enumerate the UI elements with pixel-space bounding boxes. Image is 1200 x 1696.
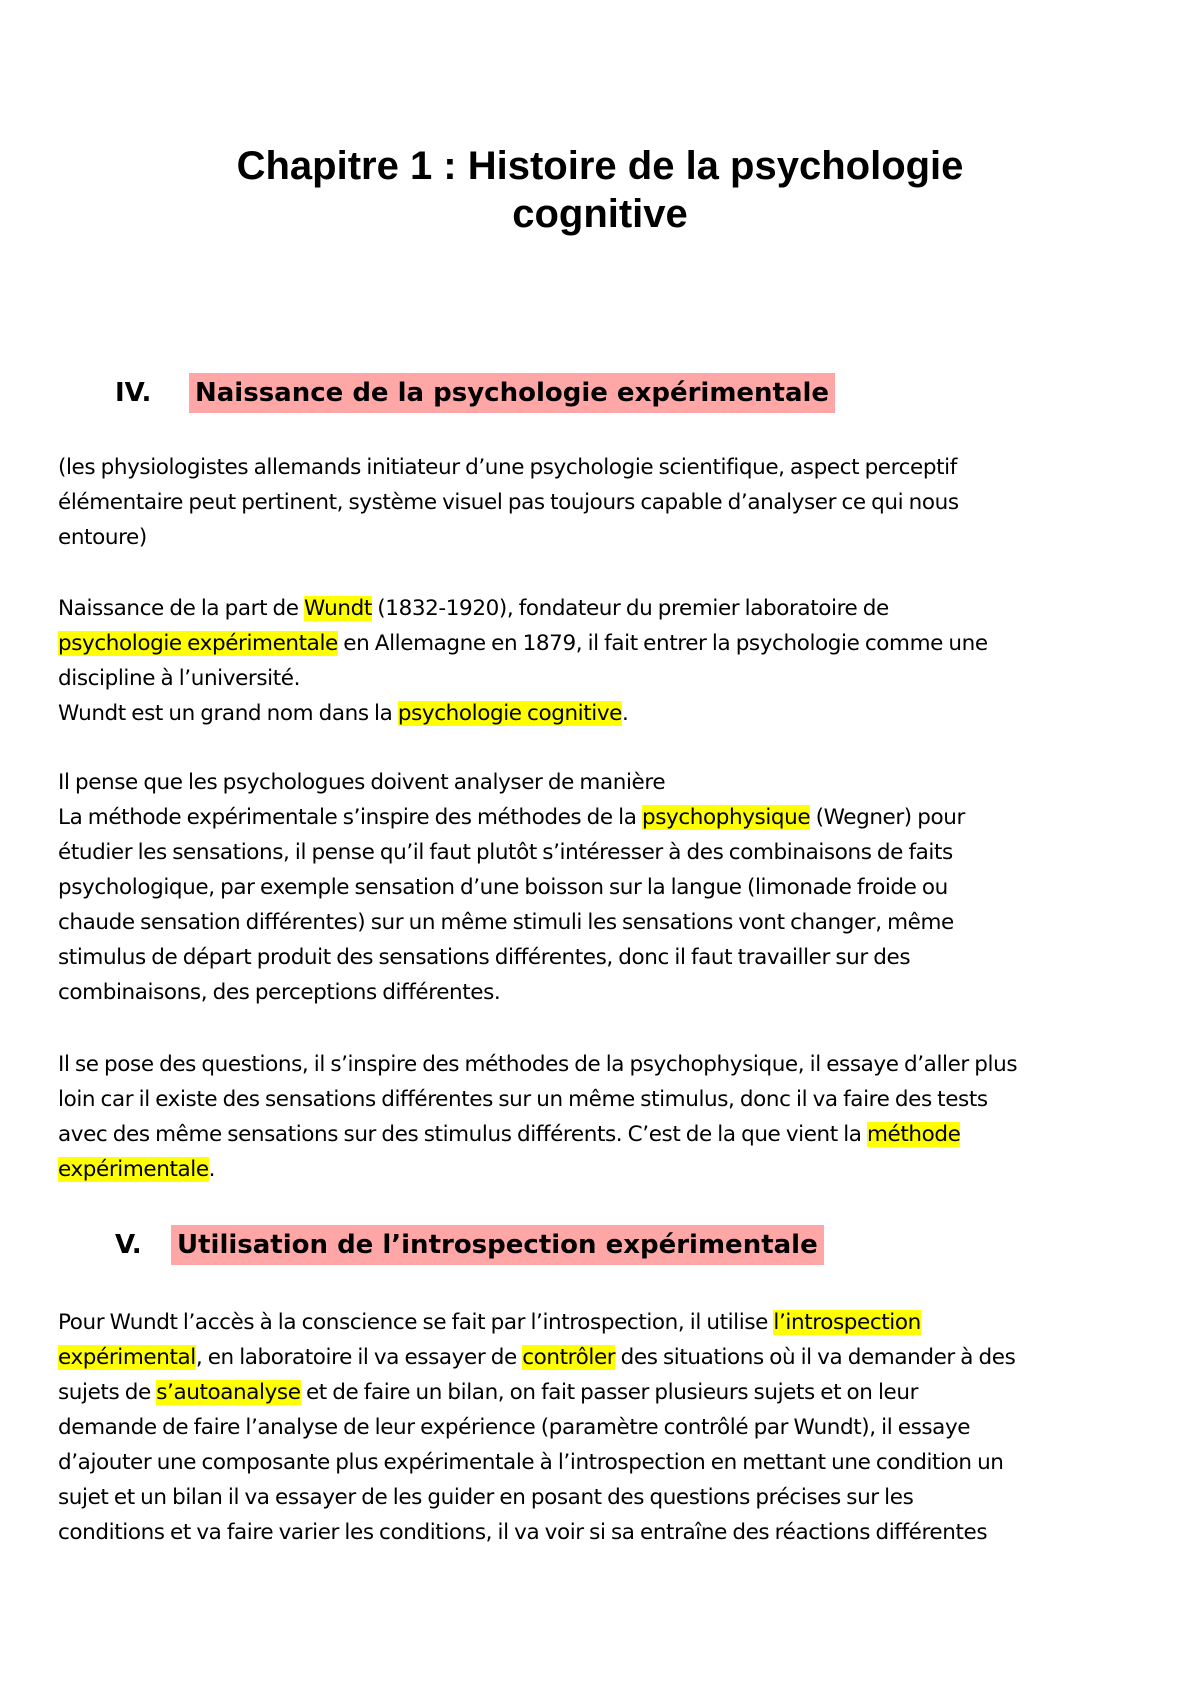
text-line: [58, 1117, 1148, 1152]
highlighted-term: psychologie expérimentale: [58, 631, 338, 656]
text-line: loin car il existe des sensations différentes sur un même stimulus, donc il va faire des tests: [58, 1087, 988, 1112]
text-line: [58, 591, 1148, 626]
text-run: en Allemagne en 1879, il fait entrer la psychologie comme une: [337, 631, 988, 656]
text-line: (les physiologistes allemands initiateur d’une psychologie scientifique, aspect perceptif: [58, 455, 957, 480]
text-run: La méthode expérimentale s’inspire des méthodes de la: [58, 805, 642, 830]
text-line: Il pense que les psychologues doivent analyser de manière: [58, 770, 666, 795]
text-line: sujet et un bilan il va essayer de les guider en posant des questions précises sur les: [58, 1485, 914, 1510]
text-line: [58, 696, 1148, 731]
text-run: avec des même sensations sur des stimulus différents. C’est de la que vient la: [58, 1122, 868, 1147]
text-run: sujets de: [58, 1380, 157, 1405]
highlighted-term: psychologie cognitive: [397, 701, 623, 726]
highlighted-term: contrôler: [522, 1345, 616, 1370]
section-number: IV.: [115, 378, 152, 408]
text-run: , en laboratoire il va essayer de: [195, 1345, 523, 1370]
text-line: conditions et va faire varier les conditions, il va voir si sa entraîne des réactions différentes: [58, 1520, 988, 1545]
text-run: (Wegner) pour: [810, 805, 965, 830]
text-line: élémentaire peut pertinent, système visuel pas toujours capable d’analyser ce qui nous: [58, 490, 959, 515]
highlighted-term: s’autoanalyse: [156, 1380, 301, 1405]
page-title-line-1: Chapitre 1 : Histoire de la psychologie: [236, 144, 964, 188]
text-line: [58, 1152, 1148, 1187]
text-run: .: [208, 1157, 216, 1182]
text-line: combinaisons, des perceptions différentes.: [58, 980, 501, 1005]
highlighted-term: l’introspection: [773, 1310, 921, 1335]
text-line: stimulus de départ produit des sensations différentes, donc il faut travailler sur des: [58, 945, 911, 970]
text-run: et de faire un bilan, on fait passer plusieurs sujets et on leur: [300, 1380, 919, 1405]
text-run: .: [622, 701, 629, 726]
text-line: entoure): [58, 525, 147, 550]
paragraph-methode: [58, 765, 1148, 1010]
text-run: des situations où il va demander à des: [615, 1345, 1016, 1370]
highlighted-term: Wundt: [304, 596, 372, 621]
text-line: [58, 1340, 1148, 1375]
text-run: Wundt est un grand nom dans la: [58, 701, 398, 726]
highlighted-term: expérimentale: [58, 1157, 209, 1182]
highlighted-term: expérimental: [58, 1345, 196, 1370]
page-title-line-2: cognitive: [512, 192, 688, 236]
section-title: Utilisation de l’introspection expérimentale: [171, 1225, 824, 1265]
text-line: chaude sensation différentes) sur un même stimuli les sensations vont changer, même: [58, 910, 954, 935]
paragraph-wundt: [58, 591, 1148, 731]
text-line: discipline à l’université.: [58, 666, 300, 691]
paragraph-introspection: [58, 1305, 1148, 1550]
text-line: [58, 1305, 1148, 1340]
section-number: V.: [115, 1230, 142, 1260]
paragraph-questions: [58, 1047, 1148, 1187]
highlighted-term: psychophysique: [641, 805, 811, 830]
paragraph-intro: [58, 450, 1148, 555]
text-line: demande de faire l’analyse de leur expérience (paramètre contrôlé par Wundt), il essaye: [58, 1415, 971, 1440]
text-run: Naissance de la part de: [58, 596, 305, 621]
text-line: [58, 1375, 1148, 1410]
text-line: [58, 626, 1148, 661]
page-title: [0, 142, 1200, 238]
section-title: Naissance de la psychologie expérimentale: [189, 373, 835, 413]
text-run: Pour Wundt l’accès à la conscience se fait par l’introspection, il utilise: [58, 1310, 774, 1335]
text-line: Il se pose des questions, il s’inspire des méthodes de la psychophysique, il essaye d’aller plus: [58, 1052, 1018, 1077]
highlighted-term: méthode: [867, 1122, 961, 1147]
text-line: étudier les sensations, il pense qu’il faut plutôt s’intéresser à des combinaisons de faits: [58, 840, 953, 865]
text-line: psychologique, par exemple sensation d’une boisson sur la langue (limonade froide ou: [58, 875, 948, 900]
text-run: (1832-1920), fondateur du premier laboratoire de: [371, 596, 889, 621]
text-line: [58, 800, 1148, 835]
text-line: d’ajouter une composante plus expérimentale à l’introspection en mettant une condition un: [58, 1450, 1004, 1475]
